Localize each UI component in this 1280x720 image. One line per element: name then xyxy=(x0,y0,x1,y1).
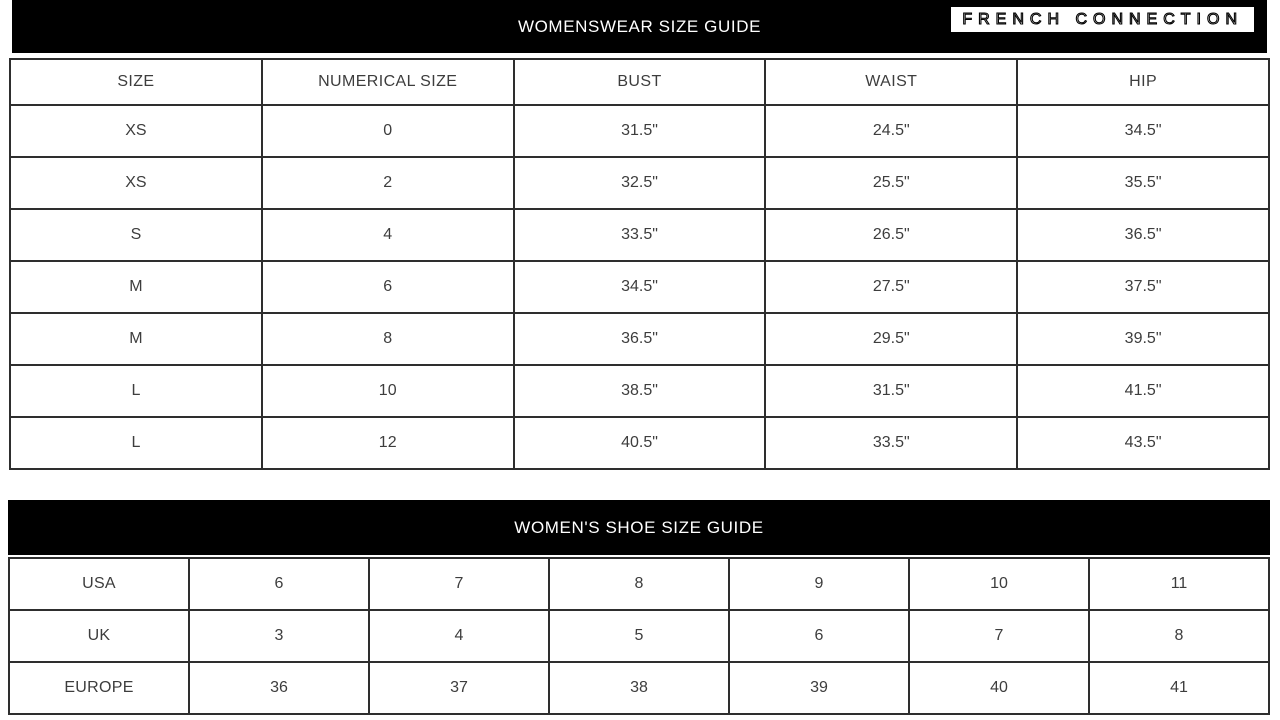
womenswear-guide-header-bar xyxy=(12,0,1267,53)
womenswear-guide-title: WOMENSWEAR SIZE GUIDE xyxy=(517,16,762,36)
size-cell: 36.5" xyxy=(1017,209,1269,261)
shoe-size-row-uk xyxy=(9,610,1269,662)
region-label-cell: EUROPE xyxy=(9,662,189,714)
column-header-hip: HIP xyxy=(1017,59,1269,105)
size-cell: 39.5" xyxy=(1017,313,1269,365)
shoe-size-cell: 11 xyxy=(1089,558,1269,610)
size-cell: S xyxy=(10,209,262,261)
size-cell: 25.5" xyxy=(765,157,1017,209)
column-header-waist: WAIST xyxy=(765,59,1017,105)
shoe-size-table xyxy=(8,557,1270,715)
size-cell: 2 xyxy=(262,157,514,209)
size-cell: 4 xyxy=(262,209,514,261)
womenswear-size-row xyxy=(10,313,1269,365)
size-cell: 27.5" xyxy=(765,261,1017,313)
size-cell: 26.5" xyxy=(765,209,1017,261)
shoe-size-cell: 38 xyxy=(549,662,729,714)
french-connection-logo xyxy=(951,7,1254,32)
shoe-size-cell: 3 xyxy=(189,610,369,662)
size-cell: 41.5" xyxy=(1017,365,1269,417)
column-header-size: SIZE xyxy=(10,59,262,105)
womenswear-size-row xyxy=(10,417,1269,469)
size-cell: 8 xyxy=(262,313,514,365)
size-cell: 29.5" xyxy=(765,313,1017,365)
size-cell: XS xyxy=(10,157,262,209)
shoe-guide-title: WOMEN'S SHOE SIZE GUIDE xyxy=(514,517,764,537)
womenswear-size-row xyxy=(10,157,1269,209)
size-cell: 34.5" xyxy=(1017,105,1269,157)
shoe-size-cell: 41 xyxy=(1089,662,1269,714)
size-cell: 43.5" xyxy=(1017,417,1269,469)
shoe-size-cell: 9 xyxy=(729,558,909,610)
size-cell: 10 xyxy=(262,365,514,417)
size-cell: 33.5" xyxy=(514,209,766,261)
womenswear-size-table xyxy=(9,58,1270,470)
region-label-cell: UK xyxy=(9,610,189,662)
shoe-size-cell: 6 xyxy=(729,610,909,662)
region-label-cell: USA xyxy=(9,558,189,610)
shoe-size-cell: 8 xyxy=(549,558,729,610)
size-cell: 6 xyxy=(262,261,514,313)
column-header-numerical-size: NUMERICAL SIZE xyxy=(262,59,514,105)
shoe-size-cell: 40 xyxy=(909,662,1089,714)
size-cell: L xyxy=(10,417,262,469)
shoe-size-cell: 8 xyxy=(1089,610,1269,662)
size-cell: 0 xyxy=(262,105,514,157)
shoe-size-cell: 5 xyxy=(549,610,729,662)
shoe-size-cell: 39 xyxy=(729,662,909,714)
shoe-size-cell: 4 xyxy=(369,610,549,662)
size-cell: 32.5" xyxy=(514,157,766,209)
size-cell: 12 xyxy=(262,417,514,469)
size-cell: 31.5" xyxy=(765,365,1017,417)
shoe-size-cell: 36 xyxy=(189,662,369,714)
size-cell: M xyxy=(10,313,262,365)
shoe-size-row-usa xyxy=(9,558,1269,610)
size-cell: L xyxy=(10,365,262,417)
shoe-size-row-europe xyxy=(9,662,1269,714)
size-cell: 36.5" xyxy=(514,313,766,365)
size-cell: 37.5" xyxy=(1017,261,1269,313)
womenswear-size-row xyxy=(10,209,1269,261)
womenswear-size-row xyxy=(10,105,1269,157)
size-cell: 33.5" xyxy=(765,417,1017,469)
womenswear-size-row xyxy=(10,261,1269,313)
size-cell: 24.5" xyxy=(765,105,1017,157)
shoe-size-cell: 6 xyxy=(189,558,369,610)
shoe-size-cell: 7 xyxy=(909,610,1089,662)
size-cell: 34.5" xyxy=(514,261,766,313)
size-cell: 40.5" xyxy=(514,417,766,469)
size-cell: 31.5" xyxy=(514,105,766,157)
size-cell: 38.5" xyxy=(514,365,766,417)
size-cell: 35.5" xyxy=(1017,157,1269,209)
column-header-bust: BUST xyxy=(514,59,766,105)
shoe-size-cell: 10 xyxy=(909,558,1089,610)
shoe-size-cell: 7 xyxy=(369,558,549,610)
womenswear-table-header-row xyxy=(10,59,1269,105)
french-connection-logo-text: FRENCH CONNECTION xyxy=(962,11,1243,28)
shoe-size-cell: 37 xyxy=(369,662,549,714)
size-cell: XS xyxy=(10,105,262,157)
womenswear-size-row xyxy=(10,365,1269,417)
size-cell: M xyxy=(10,261,262,313)
shoe-guide-header-bar xyxy=(8,500,1270,555)
